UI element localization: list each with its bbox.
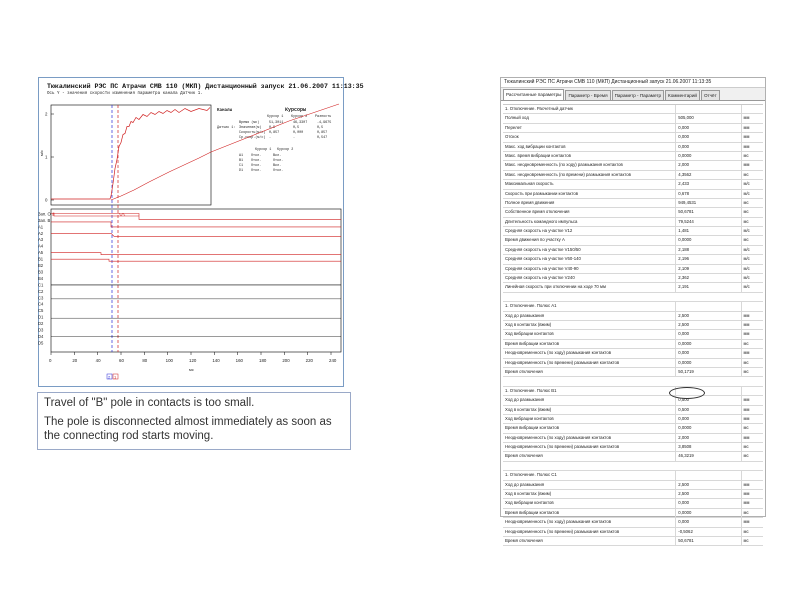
param-value: 2,191 <box>676 283 741 291</box>
param-value: 1,481 <box>676 227 741 235</box>
param-value: 2,188 <box>676 246 741 254</box>
cursor12-head-2: Курсор 2 <box>277 148 294 152</box>
param-name: Ход вибрации контактов <box>503 499 676 507</box>
param-value: 0,0000 <box>676 236 741 244</box>
param-value: 2,500 <box>676 312 741 320</box>
param-name: Макс. неодновременность (по времени) размыкания контактов <box>503 171 676 179</box>
y-tick-label: 1 <box>45 154 48 160</box>
param-unit: м/с <box>743 246 750 252</box>
cursor-row-v3: 0,857 <box>317 131 328 135</box>
table-row[interactable] <box>503 236 763 245</box>
table-row[interactable] <box>503 199 763 208</box>
cursor-head-2: Курсор 2 <box>291 115 308 119</box>
x-tick-label: 100 <box>165 358 173 363</box>
cursor-row-v2: 46,3307 <box>293 121 308 125</box>
cursor12-head-1: Курсор 1 <box>255 148 272 152</box>
table-row[interactable] <box>503 124 763 133</box>
digital-channel-label: D3 <box>38 327 44 333</box>
caption-line-2: The pole is disconnected almost immediately as soon as the connecting rod starts moving. <box>44 416 332 442</box>
digital-channel-label: D2 <box>38 321 44 327</box>
param-value: 50,6781 <box>676 537 741 545</box>
param-name: Средняя скорость на участке V240 <box>503 274 676 282</box>
cursor-row-v2: 0,5 <box>293 126 300 130</box>
param-name: Время вибрации контактов <box>503 340 676 348</box>
cursor-row-v1: 0,5 <box>269 126 276 130</box>
digital-channel-label: B1 <box>38 256 44 262</box>
param-value: 0,000 <box>676 349 741 357</box>
digital-trace <box>51 259 341 261</box>
table-row[interactable] <box>503 180 763 189</box>
param-value: 79,5244 <box>676 218 741 226</box>
channels-label: Каналы <box>217 109 233 113</box>
cursor12-row-v2: Откл. <box>273 169 284 173</box>
param-value: 0,0000 <box>676 509 741 517</box>
table-row[interactable] <box>503 481 763 490</box>
table-row[interactable] <box>503 340 763 349</box>
digital-trace <box>51 222 341 227</box>
param-name: Время вибрации контактов <box>503 509 676 517</box>
x-tick-label: 80 <box>142 358 148 363</box>
param-unit: мс <box>743 152 749 158</box>
param-name: Средняя скорость на участке V60-140 <box>503 255 676 263</box>
section-gap <box>503 462 763 471</box>
param-name: Длительность командного импульса <box>503 218 676 226</box>
digital-channel-label: C1 <box>38 282 44 288</box>
cursor-row-v2: - <box>293 136 296 140</box>
cursor-row-label: Ср.скор.(м/с) <box>239 136 266 140</box>
param-value: 2,500 <box>676 481 741 489</box>
cursor12-row-ch: A1 <box>239 154 244 158</box>
digital-channel-labels <box>38 211 51 345</box>
param-unit: мм <box>743 312 750 318</box>
digital-channel-label: D4 <box>38 333 44 339</box>
osc-title: Тюкалинский РЭС ПС Атрачи СМВ 110 (МКП) Дистанционный запуск 21.06.2007 11:13:35 <box>47 83 364 90</box>
section-header <box>503 471 763 480</box>
param-value: 2,433 <box>676 180 741 188</box>
table-row[interactable] <box>503 415 763 424</box>
digital-channel-label: Зап. В <box>38 217 51 223</box>
param-value: 0,0000 <box>676 424 741 432</box>
param-unit: мс <box>743 209 749 215</box>
param-value: 0,000 <box>676 499 741 507</box>
digital-trace <box>51 233 341 236</box>
digital-channel-label: A2 <box>38 230 44 236</box>
param-unit: мс <box>743 425 749 431</box>
param-unit: мс <box>743 444 749 450</box>
digital-trace <box>51 253 341 255</box>
param-value: 505,000 <box>676 114 741 122</box>
table-row[interactable] <box>503 424 763 433</box>
digital-channel-label: A5 <box>38 250 44 256</box>
cursor12-row-ch: D1 <box>239 169 244 173</box>
highlight-circle <box>669 387 705 399</box>
param-name: Неодновременность (по времени) размыкания контактов <box>503 359 676 367</box>
x-tick-label: 60 <box>119 358 124 363</box>
table-row[interactable] <box>503 490 763 499</box>
table-row[interactable] <box>503 133 763 142</box>
param-name: Время вибрации контактов <box>503 424 676 432</box>
param-name: Полное время движения <box>503 199 676 207</box>
digital-plot-frame <box>51 209 341 352</box>
cursor-row-label: Скорость(м/с) <box>239 131 266 135</box>
param-name: Средняя скорость на участке V12 <box>503 227 676 235</box>
osc-subtitle: Ось Y - значения скорости изменения параметра канала Датчик 1. <box>47 92 203 96</box>
tab-parameter-parameter[interactable]: Параметр - Параметр <box>612 90 664 100</box>
table-row[interactable] <box>503 283 763 292</box>
parameters-window <box>500 77 766 543</box>
param-value: 0,000 <box>676 124 741 132</box>
param-unit: м/с <box>743 228 750 234</box>
y-tick-label: 0 <box>45 197 48 203</box>
param-name: Неодновременность (по ходу) размыкания контактов <box>503 518 676 526</box>
param-unit: мм <box>743 162 750 168</box>
y-unit-label: м/с <box>39 150 44 156</box>
digital-channel-label: A1 <box>38 224 44 230</box>
param-unit: мм <box>743 491 750 497</box>
table-row[interactable] <box>503 406 763 415</box>
param-name: Ход до размыкания <box>503 396 676 404</box>
param-unit: м/с <box>743 256 750 262</box>
param-unit: мс <box>743 453 749 459</box>
param-name: Средняя скорость на участке V150/50 <box>503 246 676 254</box>
parameters-window-title: Тюкалинский РЭС ПС Атрачи СМВ 110 (МКП) Дистанционный запуск 21.06.2007 11:13:35 <box>501 78 765 88</box>
cursor-row-v3: 0,547 <box>317 136 328 140</box>
y-tick-label: 2 <box>45 111 48 117</box>
param-unit: м/с <box>743 190 750 196</box>
digital-channel-label: D1 <box>38 314 44 320</box>
param-value: 3,8508 <box>676 443 741 451</box>
param-name: Собственное время отключения <box>503 208 676 216</box>
param-value: 50,1719 <box>676 368 741 376</box>
param-value: 2,109 <box>676 265 741 273</box>
param-name: Отскок <box>503 133 676 141</box>
param-unit: м/с <box>743 181 750 187</box>
param-value: 0,000 <box>676 143 741 151</box>
param-value: 0,000 <box>676 133 741 141</box>
table-row[interactable] <box>503 499 763 508</box>
digital-channel-label: Зап. О <box>38 211 51 217</box>
param-value: 0,0000 <box>676 152 741 160</box>
table-row[interactable] <box>503 255 763 264</box>
table-row[interactable] <box>503 368 763 377</box>
table-row[interactable] <box>503 509 763 518</box>
param-value: 50,6781 <box>676 208 741 216</box>
digital-channel-label: C3 <box>38 295 44 301</box>
table-row[interactable] <box>503 227 763 236</box>
cursor-row-v1: 0,857 <box>269 131 280 135</box>
table-row[interactable] <box>503 143 763 152</box>
x-tick-label: 120 <box>189 358 197 363</box>
digital-channel-label: D5 <box>38 340 44 346</box>
sensor-label: Датчик 1: <box>217 126 236 130</box>
param-value: -0,5062 <box>676 528 741 536</box>
param-unit: мм <box>743 350 750 356</box>
param-value: 2,500 <box>676 490 741 498</box>
param-unit: мм <box>743 415 750 421</box>
x-unit-label: мс <box>189 367 194 372</box>
section-header-label: 1. Отключение. Полюс A1 <box>503 302 676 310</box>
param-unit: мм <box>743 134 750 140</box>
tab-parameter-time[interactable]: Параметр - Время <box>565 90 610 100</box>
table-row[interactable] <box>503 434 763 443</box>
param-value: 0,0000 <box>676 340 741 348</box>
param-unit: мс <box>743 199 749 205</box>
param-unit: мс <box>743 340 749 346</box>
param-name: Время отключения <box>503 452 676 460</box>
table-row[interactable] <box>503 359 763 368</box>
param-name: Макс. неодновременность (по ходу) размыкания контактов <box>503 161 676 169</box>
param-unit: мм <box>743 406 750 412</box>
digital-channel-label: B4 <box>38 275 44 281</box>
param-unit: мс <box>743 359 749 365</box>
param-value: 2,500 <box>676 321 741 329</box>
section-gap <box>503 293 763 302</box>
y-axis-ticks <box>45 112 54 203</box>
param-name: Скорость при размыкании контактов <box>503 190 676 198</box>
cursor-readout <box>217 107 331 173</box>
digital-trace <box>51 214 341 220</box>
digital-channel-label: C5 <box>38 308 44 314</box>
table-row[interactable] <box>503 312 763 321</box>
cursor12-row-v1: Откл. <box>251 159 262 163</box>
table-row[interactable] <box>503 349 763 358</box>
param-unit: мс <box>743 171 749 177</box>
table-row[interactable] <box>503 218 763 227</box>
param-unit: мм <box>743 115 750 121</box>
param-name: Неодновременность (по ходу) размыкания контактов <box>503 349 676 357</box>
param-name: Неодновременность (по времени) размыкания контактов <box>503 443 676 451</box>
table-row[interactable] <box>503 452 763 461</box>
table-row[interactable] <box>503 537 763 546</box>
digital-channel-label: A3 <box>38 237 44 243</box>
param-value: 2,000 <box>676 161 741 169</box>
param-value: 0,000 <box>676 415 741 423</box>
caption-box <box>37 392 351 450</box>
x-tick-label: 180 <box>259 358 267 363</box>
cursor-rows <box>239 120 331 140</box>
digital-channel-label: A4 <box>38 243 44 249</box>
table-row[interactable] <box>503 396 763 405</box>
param-name: Макс. ход вибрации контактов <box>503 143 676 151</box>
travel-trace <box>111 152 211 200</box>
table-row[interactable] <box>503 190 763 199</box>
param-value: 46,3219 <box>676 452 741 460</box>
cursor12-row-v1: Откл. <box>251 169 262 173</box>
analog-plot-frame <box>51 105 211 205</box>
digital-channel-label: C4 <box>38 301 44 307</box>
param-name: Ход вибрации контактов <box>503 330 676 338</box>
param-unit: м/с <box>743 284 750 290</box>
cursor12-row-ch: C1 <box>239 164 244 168</box>
param-unit: мм <box>743 124 750 130</box>
section-header <box>503 387 763 396</box>
param-name: Неодновременность (по ходу) размыкания контактов <box>503 434 676 442</box>
param-unit: м/с <box>743 275 750 281</box>
oscillogram-svg <box>38 78 364 388</box>
param-name: Время движения по участку А <box>503 236 676 244</box>
table-row[interactable] <box>503 274 763 283</box>
table-row[interactable] <box>503 330 763 339</box>
x-tick-label: 160 <box>235 358 243 363</box>
section-header-label: 1. Отключение. Полюс C1 <box>503 471 676 479</box>
param-value: 0,678 <box>676 190 741 198</box>
section-header-label: 1. Отключение. Полюс B1 <box>503 387 676 395</box>
x-tick-label: 140 <box>212 358 220 363</box>
param-unit: мм <box>743 481 750 487</box>
x-axis-ticks <box>49 352 337 363</box>
cursor-row-v1: 51,3011 <box>269 121 284 125</box>
table-row[interactable] <box>503 265 763 274</box>
param-name: Ход до размыкания <box>503 312 676 320</box>
table-row[interactable] <box>503 321 763 330</box>
param-value: 2,196 <box>676 255 741 263</box>
param-unit: мм <box>743 321 750 327</box>
digital-channel-label: B3 <box>38 269 44 275</box>
param-unit: мм <box>743 143 750 149</box>
cursor12-row-v2: Вкл. <box>273 154 282 158</box>
cursor12-row-v1: Откл. <box>251 164 262 168</box>
param-unit: мм <box>743 397 750 403</box>
param-unit: мс <box>743 368 749 374</box>
speed-trace <box>51 108 210 200</box>
param-value: 0,0000 <box>676 359 741 367</box>
section-header <box>503 105 763 114</box>
param-value: 0,500 <box>676 396 741 404</box>
tab-comment[interactable]: Комментарий <box>665 90 700 100</box>
param-unit: мс <box>743 528 749 534</box>
param-value: 2,362 <box>676 274 741 282</box>
param-value: 0,000 <box>676 518 741 526</box>
section-header-label: 1. Отключение. Расчетный датчик <box>503 105 676 113</box>
param-name: Макс. время вибрации контактов <box>503 152 676 160</box>
param-unit: мс <box>743 509 749 515</box>
table-row[interactable] <box>503 443 763 452</box>
table-row[interactable] <box>503 114 763 123</box>
section-header <box>503 302 763 311</box>
cursor12-row-ch: B1 <box>239 159 244 163</box>
x-tick-label: 220 <box>305 358 313 363</box>
param-unit: мм <box>743 331 750 337</box>
cursor-head-3: Разность <box>315 115 332 119</box>
cursor12-row-v2: Откл. <box>273 159 284 163</box>
tab-calculated-parameters[interactable]: Рассчитанные параметры <box>503 89 564 100</box>
cursor12-row-v2: Вкл. <box>273 164 282 168</box>
cursors-label: Курсоры <box>285 107 307 113</box>
parameters-table <box>503 104 763 546</box>
param-value: 0,000 <box>676 330 741 338</box>
table-row[interactable] <box>503 152 763 161</box>
digital-channel-lines <box>51 213 341 337</box>
cursor-row-v2: 0,000 <box>293 131 304 135</box>
x-tick-label: 0 <box>49 358 52 363</box>
param-name: Время отключения <box>503 537 676 545</box>
section-gap <box>503 377 763 386</box>
param-name: Ход до размыкания <box>503 481 676 489</box>
cursor-marker-2-text: 2 <box>108 374 111 380</box>
table-row[interactable] <box>503 171 763 180</box>
param-unit: мм <box>743 500 750 506</box>
param-name: Время отключения <box>503 368 676 376</box>
param-unit: мс <box>743 218 749 224</box>
parameters-tabs <box>501 88 765 101</box>
param-unit: мс <box>743 537 749 543</box>
oscillogram-panel <box>38 77 364 387</box>
param-name: Ход вибрации контактов <box>503 415 676 423</box>
param-name: Неодновременность (по времени) размыкания контактов <box>503 528 676 536</box>
cursor12-rows <box>239 154 283 173</box>
param-name: Максимальная скорость <box>503 180 676 188</box>
cursor-row-v3: 0,5 <box>317 126 324 130</box>
cursor-marker-1-text: 1 <box>114 374 117 380</box>
param-name: Полный ход <box>503 114 676 122</box>
table-row[interactable] <box>503 518 763 527</box>
cursor-head-1: Курсор 1 <box>267 115 284 119</box>
table-row[interactable] <box>503 528 763 537</box>
x-tick-label: 40 <box>95 358 101 363</box>
cursor-row-v1: - <box>269 136 272 140</box>
cursor-row-v3: -4,9675 <box>317 121 332 125</box>
param-name: Перелет <box>503 124 676 132</box>
param-name: Ход в контактах (вжим) <box>503 490 676 498</box>
cursor12-row-v1: Откл. <box>251 154 262 158</box>
x-tick-label: 200 <box>282 358 290 363</box>
caption-line-1: Travel of "B" pole in contacts is too small. <box>44 397 255 409</box>
param-name: Средняя скорость на участке V40-90 <box>503 265 676 273</box>
param-value: 0,500 <box>676 406 741 414</box>
param-name: Линейная скорость при отключении на ходе 70 мм <box>503 283 676 291</box>
param-unit: мм <box>743 519 750 525</box>
cursor-row-label: Значение(м) <box>239 126 262 130</box>
x-tick-label: 20 <box>72 358 78 363</box>
table-row[interactable] <box>503 246 763 255</box>
param-value: 2,000 <box>676 434 741 442</box>
param-name: Ход в контактах (вжим) <box>503 321 676 329</box>
digital-channel-label: C2 <box>38 288 44 294</box>
tab-report[interactable]: Отчёт <box>701 90 720 100</box>
param-name: Ход в контактах (вжим) <box>503 406 676 414</box>
param-unit: мм <box>743 434 750 440</box>
param-unit: м/с <box>743 265 750 271</box>
digital-channel-label: B2 <box>38 263 44 268</box>
x-tick-label: 240 <box>329 358 337 363</box>
param-value: 949,4531 <box>676 199 741 207</box>
cursor-row-label: Время (мс) <box>239 121 260 125</box>
param-unit: мс <box>743 237 749 243</box>
table-row[interactable] <box>503 161 763 170</box>
param-value: 4,3562 <box>676 171 741 179</box>
table-row[interactable] <box>503 208 763 217</box>
